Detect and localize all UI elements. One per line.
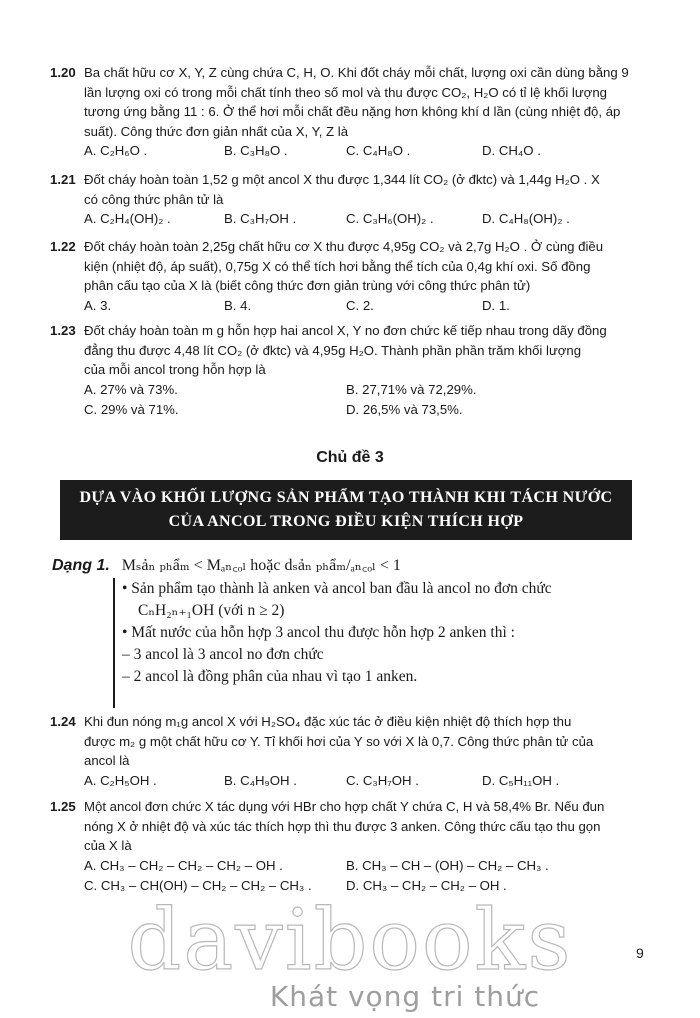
problem-line: kiện (nhiệt độ, áp suất), 0,75g X có thể tích hơi bằng thể tích của 0,4g khí oxi. Số đồng: [84, 258, 591, 274]
option-c: C. C₃H₆(OH)₂ .: [346, 211, 434, 226]
problem-number: 1.21: [50, 172, 76, 187]
watermark-logo: davibooks: [127, 891, 573, 989]
option-b: B. C₃H₈O .: [224, 143, 288, 158]
problem-line: suất). Công thức đơn giản nhất của X, Y, Z là: [84, 123, 349, 139]
problem-line: đẳng thu được 4,48 lít CO₂ (ở đktc) và 4,95g H₂O. Thành phần phần trăm khối lượng: [84, 342, 582, 358]
problem-line: lần lượng oxi có trong mỗi chất tính theo số mol và thu được CO₂, H₂O có tỉ lệ khối lượng: [84, 84, 607, 100]
option-d: D. C₅H₁₁OH .: [482, 772, 560, 788]
problem-line: Đốt cháy hoàn toàn 1,52 g một ancol X thu được 1,344 lít CO₂ (ở đktc) và 1,44g H₂O . X: [84, 172, 600, 187]
problem-line: Khi đun nóng m₁g ancol X với H₂SO₄ đặc xúc tác ở điều kiện nhiệt độ thích hợp thu: [84, 714, 572, 729]
option-c: C. 29% và 71%.: [84, 401, 179, 417]
problem-1-21: [50, 170, 655, 229]
problem-line: Đốt cháy hoàn toàn m g hỗn hợp hai ancol X, Y no đơn chức kế tiếp nhau trong dãy đồng: [84, 323, 607, 338]
problem-1-22: [50, 237, 655, 316]
problem-line: Ba chất hữu cơ X, Y, Z cùng chứa C, H, O. Khi đốt cháy mỗi chất, lượng oxi cần dùng bằng 9: [84, 65, 629, 80]
dang-1-heading: [52, 553, 652, 575]
problem-line: Đốt cháy hoàn toàn 2,25g chất hữu cơ X thu được 4,95g CO₂ và 2,7g H₂O . Ở cùng điều: [84, 239, 604, 254]
problem-number: 1.25: [50, 799, 76, 814]
rule-line: CₙH₂ₙ₊₁OH (với n ≥ 2): [138, 602, 285, 619]
problem-1-23: [50, 321, 655, 420]
rule-line: – 3 ancol là 3 ancol no đơn chức: [122, 646, 324, 663]
option-b: B. C₄H₉OH .: [224, 772, 297, 788]
problem-number: 1.24: [50, 714, 76, 729]
problem-line: có công thức phân tử là: [84, 191, 224, 207]
dang-formula: Mₛảₙ ₚₕẩₘ < Mₐₙ꜀ₒₗ hoặc dₛảₙ ₚₕẩₘ/ₐₙ꜀ₒₗ < 1: [121, 557, 401, 574]
problem-line: của X là: [84, 838, 132, 853]
problem-1-24: [50, 712, 655, 791]
option-a: A. C₂H₅OH .: [84, 772, 157, 788]
topic-label: Chủ đề 3: [316, 449, 384, 466]
option-b: B. 27,71% và 72,29%.: [346, 381, 477, 397]
option-d: D. CH₃ – CH₂ – CH₂ – OH .: [346, 877, 507, 893]
option-d: D. 1.: [482, 297, 510, 313]
watermark-tagline: Khát vọng tri thức: [269, 980, 541, 1013]
problem-line: nóng X ở nhiệt độ và xúc tác thích hợp thì thu được 3 anken. Công thức cấu tạo thu gọn: [84, 818, 601, 834]
option-c: C. C₄H₈O .: [346, 143, 411, 158]
option-a: A. C₂H₆O .: [84, 143, 148, 158]
option-b: B. 4.: [224, 297, 252, 313]
problem-line: phân cấu tạo của X là (biết công thức đơn giản trùng với công thức phân tử): [84, 278, 531, 293]
option-d: D. CH₄O .: [482, 143, 541, 158]
option-a: A. C₂H₄(OH)₂ .: [84, 211, 171, 226]
problem-number: 1.23: [50, 323, 76, 338]
option-b: B. CH₃ – CH – (OH) – CH₂ – CH₃ .: [346, 857, 549, 873]
option-a: A. 3.: [84, 297, 112, 313]
problem-number: 1.20: [50, 65, 76, 80]
problem-line: được m₂ g một chất hữu cơ Y. Tỉ khối hơi của Y so với X là 0,7. Công thức phân tử của: [84, 733, 594, 749]
option-d: D. 26,5% và 73,5%.: [346, 401, 463, 417]
banner-line: CỦA ANCOL TRONG ĐIỀU KIỆN THÍCH HỢP: [168, 513, 524, 530]
option-a: A. 27% và 73%.: [84, 381, 178, 397]
option-c: C. C₃H₇OH .: [346, 772, 419, 788]
dang-1-rules: [114, 578, 654, 688]
problem-line: tương ứng bằng 11 : 6. Ở thể hơi mỗi chất đều nặng hơn không khí d lần (cùng nhiệt độ, áp: [84, 104, 621, 119]
rule-line: • Sản phẩm tạo thành là anken và ancol ban đầu là ancol no đơn chức: [122, 580, 552, 597]
option-a: A. CH₃ – CH₂ – CH₂ – CH₂ – OH .: [84, 857, 283, 873]
page-number: 9: [636, 945, 644, 961]
problem-line: ancol là: [84, 753, 130, 768]
dang-label: Dạng 1.: [52, 557, 110, 574]
option-d: D. C₄H₈(OH)₂ .: [482, 211, 570, 226]
topic-banner: [60, 480, 632, 540]
problem-1-25: [50, 797, 655, 896]
option-c: C. 2.: [346, 297, 374, 313]
rule-line: – 2 ancol là đồng phân của nhau vì tạo 1 anken.: [122, 668, 418, 685]
problem-number: 1.22: [50, 239, 76, 254]
problem-1-20: [50, 63, 655, 161]
problem-line: Một ancol đơn chức X tác dụng với HBr cho hợp chất Y chứa C, H và 58,4% Br. Nếu đun: [84, 799, 605, 814]
rule-line: • Mất nước của hỗn hợp 3 ancol thu được hỗn hợp 2 anken thì :: [122, 624, 515, 641]
option-c: C. CH₃ – CH(OH) – CH₂ – CH₂ – CH₃ .: [84, 877, 312, 893]
problem-line: của mỗi ancol trong hỗn hợp là: [84, 362, 266, 377]
banner-line: DỰA VÀO KHỐI LƯỢNG SẢN PHẨM TẠO THÀNH KHI TÁCH NƯỚC: [79, 489, 613, 506]
option-b: B. C₃H₇OH .: [224, 211, 297, 226]
